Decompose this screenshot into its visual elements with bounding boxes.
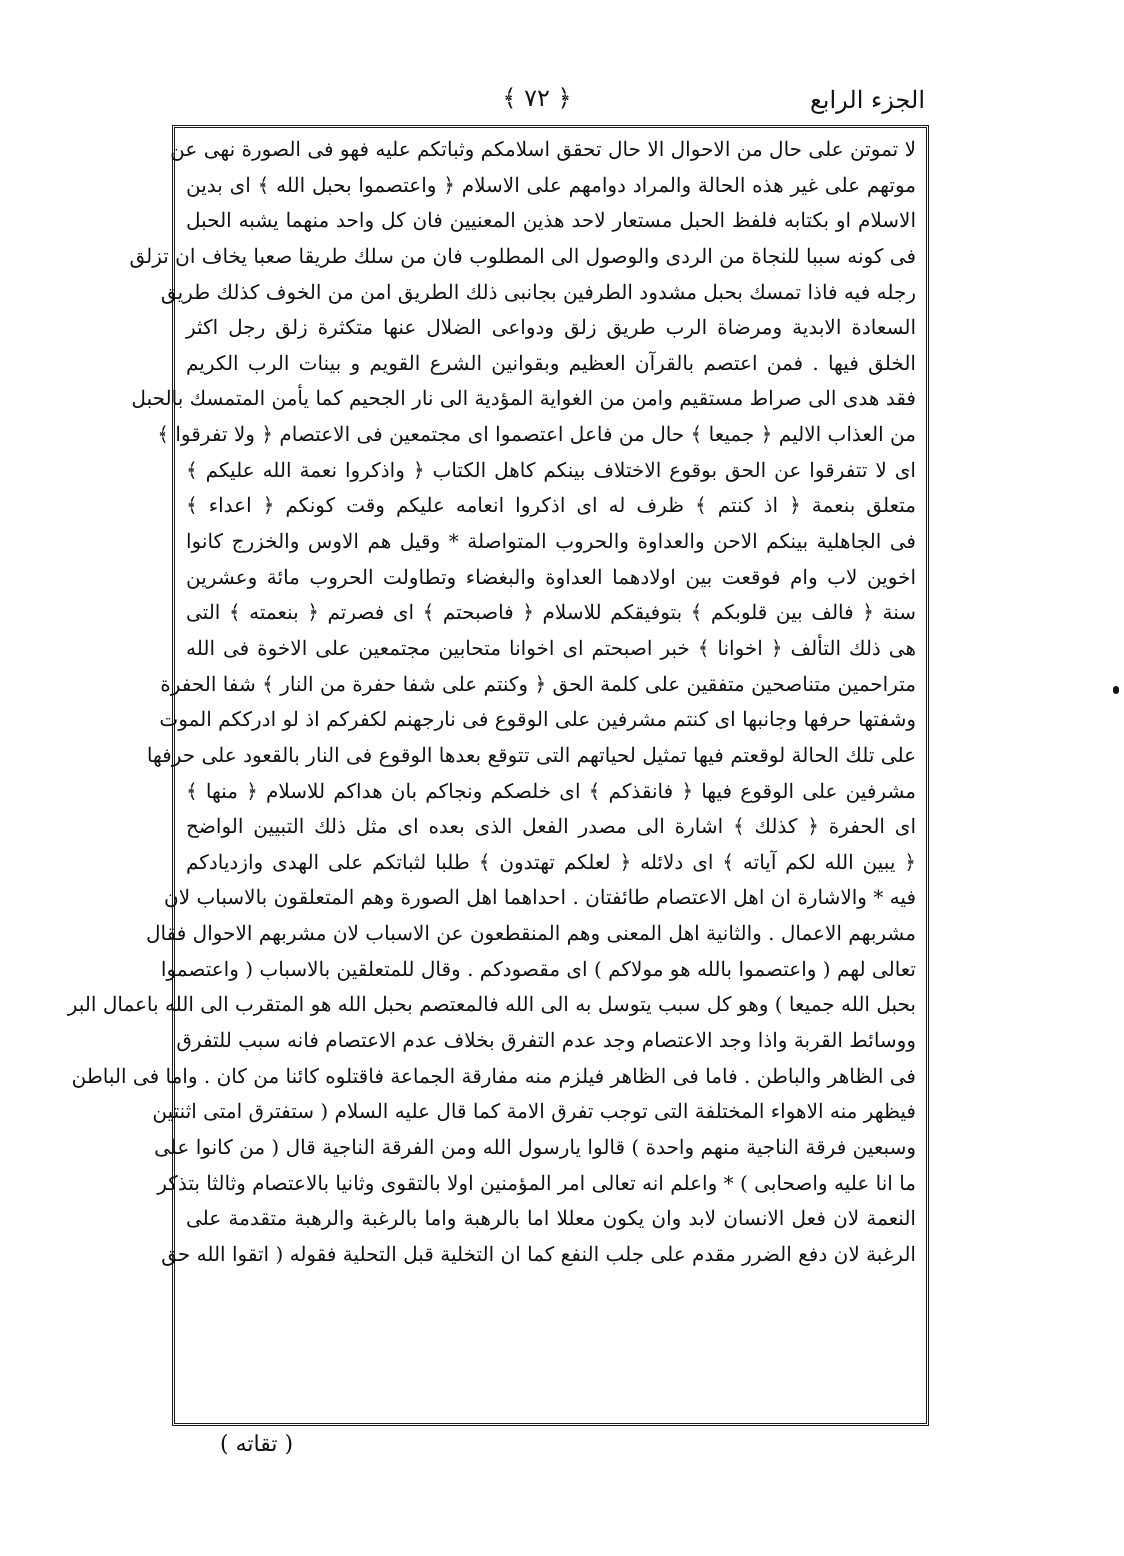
text-line: الرغبة لان دفع الضرر مقدم على جلب النفع كما ان التخلية قبل التحلية فقوله ( اتقوا الله حق xyxy=(161,1241,916,1266)
text-line: اى الحفرة ﴿ كذلك ﴾ اشارة الى مصدر الفعل الذى بعده اى مثل ذلك التبيين الواضح xyxy=(186,814,916,839)
text-line: متعلق بنعمة ﴿ اذ كنتم ﴾ ظرف له اى اذكروا انعامه عليكم وقت كونكم ﴿ اعداء ﴾ xyxy=(186,493,916,518)
text-line: اى لا تتفرقوا عن الحق بوقوع الاختلاف بينكم كاهل الكتاب ﴿ واذكروا نعمة الله عليكم ﴾ xyxy=(186,457,916,482)
text-line: مشرفين على الوقوع فيها ﴿ فانقذكم ﴾ اى خلصكم ونجاكم بان هداكم للاسلام ﴿ منها ﴾ xyxy=(186,778,916,803)
text-line: من العذاب الاليم ﴿ جميعا ﴾ حال من فاعل اعتصموا اى مجتمعين فى الاعتصام ﴿ ولا تفرقوا ﴾ xyxy=(157,422,916,447)
text-line: فيظهر منه الاهواء المختلفة التى توجب تفرق الامة كما قال عليه السلام ( ستفترق امتى اثنتين xyxy=(152,1099,916,1124)
text-line: سنة ﴿ فالف بين قلوبكم ﴾ بتوفيقكم للاسلام ﴿ فاصبحتم ﴾ اى فصرتم ﴿ بنعمته ﴾ التى xyxy=(186,600,916,625)
text-line: فى الجاهلية بينكم الاحن والعداوة والحروب المتواصلة * وقيل هم الاوس والخزرج كانوا xyxy=(186,529,916,554)
page-header xyxy=(172,82,929,118)
text-line: ﴿ يبين الله لكم آياته ﴾ اى دلائله ﴿ لعلكم تهتدون ﴾ طلبا لثباتكم على الهدى وازديادكم xyxy=(186,849,916,874)
text-line: على تلك الحالة لوقعتم فيها تمثيل لحياتهم التى تتوقع بعدها الوقوع فى النار بالقعود على حرفها xyxy=(146,742,916,767)
text-line: فى الظاهر والباطن . فاما فى الظاهر فيلزم منه مفارقة الجماعة فاقتلوه كائنا من كان . واما فى الباطن xyxy=(71,1063,916,1088)
text-line: رجله فيه فاذا تمسك بحبل مشدود الطرفين بجانبى ذلك الطريق امن من الخوف كذلك طريق xyxy=(160,279,916,304)
text-line: تعالى لهم ( واعتصموا بالله هو مولاكم ) اى مقصودكم . وقال للمتعلقين بالاسباب ( واعتصموا xyxy=(160,956,916,981)
text-line: النعمة لان فعل الانسان لابد وان يكون معللا اما بالرهبة واما بالرغبة والرهبة متقدمة على xyxy=(186,1206,916,1231)
text-line: مشربهم الاعمال . والثانية اهل المعنى وهم المنقطعون عن الاسباب لان مشربهم الاحوال فقال xyxy=(146,921,916,946)
text-line: وشفتها حرفها وجانبها اى كنتم مشرفين على الوقوع فى نارجهنم لكفركم اذ لو ادرككم الموت xyxy=(159,707,916,732)
page-number: ﴿ ٧٢ ﴾ xyxy=(502,84,572,112)
text-line: وسبعين فرقة الناجية منهم واحدة ) قالوا يارسول الله ومن الفرقة الناجية قال ( من كانوا على xyxy=(154,1134,916,1159)
text-line: هى ذلك التألف ﴿ اخوانا ﴾ خبر اصبحتم اى اخوانا متحابين مجتمعين على الاخوة فى الله xyxy=(186,635,916,660)
text-line: الخلق فيها . فمن اعتصم بالقرآن العظيم وبقوانين الشرع القويم و بينات الرب الكريم xyxy=(186,350,916,375)
text-line: فقد هدى الى صراط مستقيم وامن من الغواية المؤدية الى نار الجحيم كما يأمن المتمسك بالحبل xyxy=(131,386,916,411)
text-line: فيه * والاشارة ان اهل الاعتصام طائفتان . احداهما اهل الصورة وهم المتعلقون بالاسباب لان xyxy=(164,885,916,910)
catchword: ( تقاته ) xyxy=(220,1432,294,1457)
text-line: لا تموتن على حال من الاحوال الا حال تحقق اسلامكم وثباتكم عليه فهو فى الصورة نهى عن xyxy=(170,137,916,161)
text-line: ما انا عليه واصحابى ) * واعلم انه تعالى امر المؤمنين اولا بالتقوى وثانيا بالاعتصام وثالثا بتذكر xyxy=(157,1170,916,1195)
text-line: فى كونه سببا للنجاة من الردى والوصول الى المطلوب فان من سلك طريقا صعبا يخاف ان تزلق xyxy=(129,243,916,268)
text-line: موتهم على غير هذه الحالة والمراد دوامهم على الاسلام ﴿ واعتصموا بحبل الله ﴾ اى بدين xyxy=(186,172,916,197)
text-line: اخوين لاب وام فوقعت بين اولادهما العداوة والبغضاء وتطاولت الحروب مائة وعشرين xyxy=(186,564,916,589)
text-line: متراحمين متناصحين متفقين على كلمة الحق ﴿ وكنتم على شفا حفرة من النار ﴾ شفا الحفرة xyxy=(160,671,916,696)
body-text xyxy=(67,132,916,1273)
text-line: الاسلام او بكتابه فلفظ الحبل مستعار لاحد هذين المعنيين فان كل واحد منهما يشبه الحبل xyxy=(186,208,916,233)
volume-label: الجزء الرابع xyxy=(810,86,925,114)
text-line: ووسائط القربة واذا وجد الاعتصام وجد عدم التفرق بخلاف عدم الاعتصام فانه سبب للتفرق xyxy=(176,1028,916,1053)
text-line: بحبل الله جميعا ) وهو كل سبب يتوسل به الى الله فالمعتصم بحبل الله هو المتقرب الى الله باعمال البر xyxy=(67,992,916,1017)
text-line: السعادة الابدية ومرضاة الرب طريق زلق ودواعى الضلال عنها متكثرة زلق رجل اكثر xyxy=(186,315,916,340)
scan-speck xyxy=(1113,686,1119,694)
